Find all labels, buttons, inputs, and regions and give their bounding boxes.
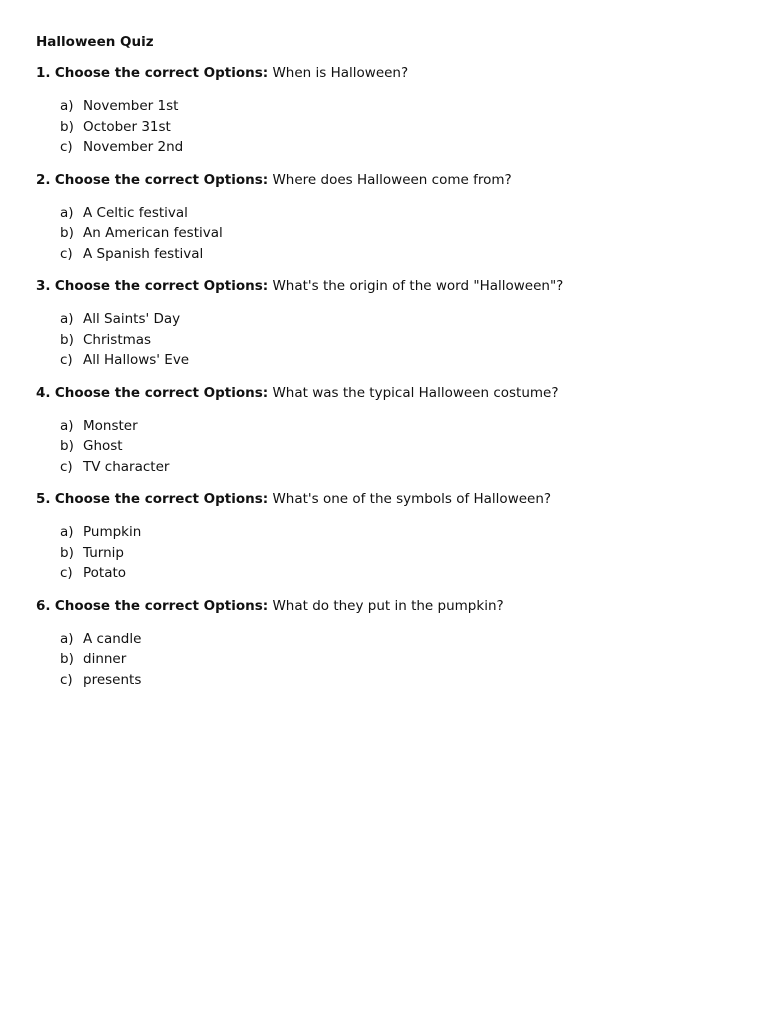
option-letter: b) <box>60 651 74 667</box>
option-item <box>60 96 732 117</box>
option-item <box>60 563 732 584</box>
option-text: October 31st <box>83 118 171 135</box>
question-line <box>36 173 732 188</box>
question-text: What's one of the symbols of Halloween? <box>272 491 552 507</box>
question-list <box>36 66 732 690</box>
question-text: What's the origin of the word "Halloween"? <box>272 278 564 294</box>
question-line <box>36 599 732 614</box>
option-item <box>60 457 732 478</box>
question-text: What was the typical Halloween costume? <box>272 384 559 401</box>
option-letter: c) <box>60 139 73 155</box>
question-text: Where does Halloween come from? <box>272 171 512 188</box>
option-item <box>60 522 732 543</box>
option-letter: c) <box>60 565 73 581</box>
question-5 <box>36 492 732 584</box>
option-list <box>60 309 732 371</box>
option-text: dinner <box>83 651 127 667</box>
option-item <box>60 203 732 224</box>
question-prefix: Choose the correct Options: <box>54 597 269 614</box>
question-line <box>36 279 732 294</box>
option-list <box>60 203 732 265</box>
option-list <box>60 416 732 478</box>
option-text: presents <box>83 671 142 688</box>
option-item <box>60 629 732 650</box>
option-text: Christmas <box>83 331 152 348</box>
option-text: A Celtic festival <box>83 204 188 221</box>
option-letter: b) <box>60 118 74 135</box>
question-line <box>36 66 732 81</box>
option-item <box>60 416 732 437</box>
question-prefix: Choose the correct Options: <box>54 278 269 294</box>
option-text: Turnip <box>83 544 124 561</box>
option-text: All Saints' Day <box>83 311 181 327</box>
question-number: 2. <box>36 171 51 188</box>
option-letter: b) <box>60 331 74 348</box>
option-text: All Hallows' Eve <box>83 352 190 368</box>
question-number: 5. <box>36 491 51 507</box>
option-item <box>60 670 732 691</box>
option-item <box>60 117 732 138</box>
option-letter: a) <box>60 630 74 647</box>
option-text: TV character <box>83 458 170 475</box>
option-list <box>60 96 732 158</box>
option-letter: c) <box>60 458 73 475</box>
question-prefix: Choose the correct Options: <box>54 384 269 401</box>
option-letter: b) <box>60 225 74 241</box>
option-text: Potato <box>83 565 127 581</box>
option-text: An American festival <box>83 225 223 241</box>
option-item <box>60 350 732 371</box>
option-letter: a) <box>60 524 74 540</box>
option-text: Pumpkin <box>83 524 142 540</box>
question-prefix: Choose the correct Options: <box>54 491 269 507</box>
option-letter: c) <box>60 245 73 262</box>
option-letter: c) <box>60 352 73 368</box>
option-item <box>60 309 732 330</box>
option-letter: a) <box>60 98 74 114</box>
option-text: November 2nd <box>83 139 184 155</box>
option-item <box>60 330 732 351</box>
option-list <box>60 629 732 691</box>
option-text: A Spanish festival <box>83 245 204 262</box>
option-letter: b) <box>60 438 74 454</box>
question-text: What do they put in the pumpkin? <box>272 597 504 614</box>
option-item <box>60 543 732 564</box>
option-item <box>60 137 732 158</box>
question-6 <box>36 599 732 691</box>
question-4 <box>36 386 732 478</box>
question-3 <box>36 279 732 371</box>
question-prefix: Choose the correct Options: <box>54 171 269 188</box>
question-1 <box>36 66 732 158</box>
option-text: Ghost <box>83 438 123 454</box>
question-number: 4. <box>36 384 51 401</box>
option-item <box>60 649 732 670</box>
option-letter: a) <box>60 311 74 327</box>
option-list <box>60 522 732 584</box>
question-line <box>36 386 732 401</box>
question-text: When is Halloween? <box>272 65 409 81</box>
option-item <box>60 244 732 265</box>
question-2 <box>36 173 732 265</box>
option-text: November 1st <box>83 98 179 114</box>
question-number: 3. <box>36 278 51 294</box>
option-letter: c) <box>60 671 73 688</box>
quiz-title: Halloween Quiz <box>36 34 154 50</box>
question-number: 6. <box>36 597 51 614</box>
question-line <box>36 492 732 507</box>
option-letter: b) <box>60 544 74 561</box>
option-letter: a) <box>60 417 74 434</box>
question-number: 1. <box>36 65 51 81</box>
question-prefix: Choose the correct Options: <box>54 65 269 81</box>
option-letter: a) <box>60 204 74 221</box>
option-item <box>60 223 732 244</box>
option-text: Monster <box>83 417 138 434</box>
option-item <box>60 436 732 457</box>
option-text: A candle <box>83 630 142 647</box>
